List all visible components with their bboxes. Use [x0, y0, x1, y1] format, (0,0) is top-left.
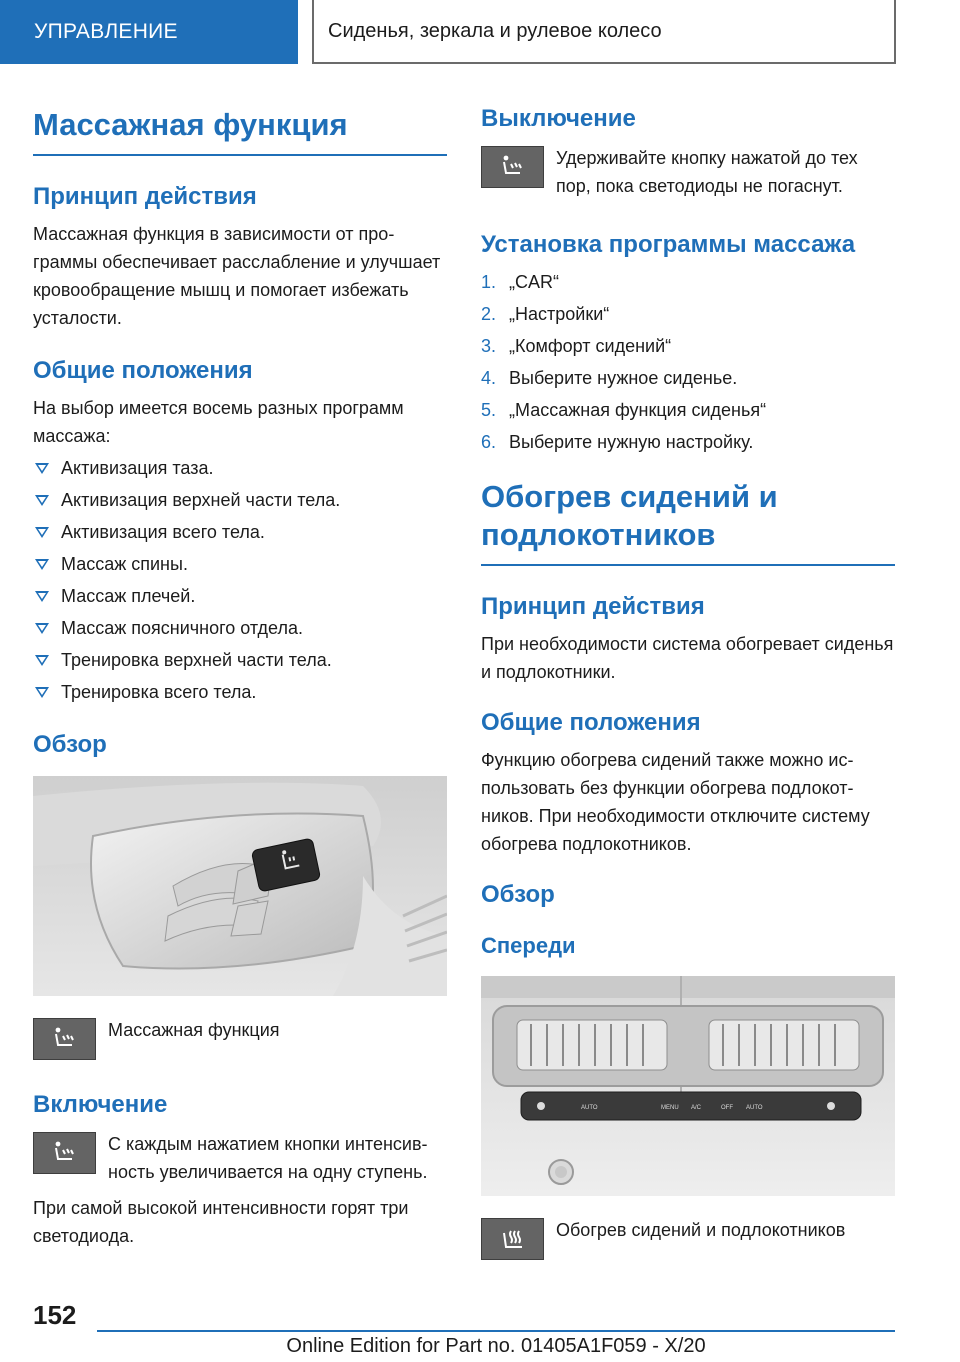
page-number: 152 — [33, 1300, 77, 1330]
right-column — [481, 96, 895, 1260]
panel-label: MENU — [661, 1105, 679, 1111]
general-text: На выбор имеется восемь разных программ массажа: — [33, 398, 404, 446]
title-rule — [33, 154, 447, 156]
seat-massage-icon — [33, 1018, 96, 1060]
list-item: Активизация всего тела. — [33, 518, 447, 546]
bullet-triangle-icon — [35, 687, 49, 698]
seat-massage-icon — [33, 1132, 96, 1174]
section-tab: УПРАВЛЕНИЕ — [0, 0, 298, 64]
list-item: 3. „Комфорт сидений“ — [481, 336, 672, 356]
heating-general-text: Функцию обогрева сидений также можно использовать без функции обогрева подлокотников. При необходимости отключите систему обогрева подлокотников. — [481, 750, 870, 854]
program-list — [33, 454, 447, 706]
on-text: С каждым нажатием кнопки интенсивность увеличивается на одну ступень. — [108, 1134, 428, 1182]
general-heading: Общие положения — [33, 357, 253, 384]
massage-title: Массажная функция — [33, 107, 348, 142]
panel-label: AUTO — [581, 1105, 598, 1111]
seat-massage-icon — [481, 146, 544, 188]
panel-label: OFF — [721, 1105, 733, 1111]
on-heading: Включение — [33, 1091, 168, 1118]
massage-caption-row — [33, 1016, 447, 1060]
list-item: 1. „CAR“ — [481, 272, 559, 292]
panel-label: A/C — [691, 1105, 702, 1111]
list-item: Активизация таза. — [33, 454, 447, 482]
front-heading: Спереди — [481, 933, 576, 958]
console-heating-photo — [481, 976, 895, 1196]
list-item: 6. Выберите нужную настройку. — [481, 432, 754, 452]
panel-label: AUTO — [746, 1105, 763, 1111]
left-column — [33, 96, 447, 1250]
principle-text: Массажная функция в зависимости от программы обеспечивает расслабление и улучшает кровообращение мышц и помогает избежать усталости. — [33, 224, 441, 328]
heating-title: Обогрев сидений и подлокотников — [481, 479, 778, 552]
title-rule — [481, 564, 895, 566]
list-item: Массаж поясничного отдела. — [33, 614, 447, 642]
program-steps — [481, 268, 895, 456]
list-item: 4. Выберите нужное сиденье. — [481, 368, 738, 388]
seat-heating-icon — [481, 1218, 544, 1260]
heating-overview-heading: Обзор — [481, 881, 555, 908]
list-item: 2. „Настройки“ — [481, 304, 610, 324]
list-item: 5. „Массажная функция сиденья“ — [481, 400, 767, 420]
bullet-triangle-icon — [35, 527, 49, 538]
bullet-triangle-icon — [35, 623, 49, 634]
principle-heading: Принцип действия — [33, 183, 257, 210]
off-icon-row — [481, 144, 895, 200]
bullet-triangle-icon — [35, 559, 49, 570]
heating-principle-text: При необходимости система обогревает сиденья и подлокотники. — [481, 634, 894, 682]
heating-caption-row — [481, 1216, 895, 1260]
on-icon-row — [33, 1130, 447, 1186]
chapter-title: Сиденья, зеркала и рулевое колесо — [312, 0, 896, 64]
heating-general-heading: Общие положения — [481, 709, 701, 736]
bullet-triangle-icon — [35, 655, 49, 666]
overview-heading: Обзор — [33, 731, 107, 758]
heating-caption: Обогрев сидений и подлокотников — [556, 1220, 846, 1240]
off-heading: Выключение — [481, 105, 636, 132]
massage-caption: Массажная функция — [108, 1020, 280, 1040]
heating-principle-heading: Принцип действия — [481, 593, 705, 620]
edition-note: Online Edition for Part no. 01405A1F059 - X/20 — [286, 1335, 706, 1357]
off-text: Удерживайте кнопку нажатой до тех пор, пока светодиоды не погаснут. — [556, 148, 858, 196]
bullet-triangle-icon — [35, 591, 49, 602]
door-massage-button-photo — [33, 776, 447, 996]
list-item: Массаж плечей. — [33, 582, 447, 610]
bullet-triangle-icon — [35, 463, 49, 474]
list-item: Тренировка верхней части тела. — [33, 646, 447, 674]
list-item: Массаж спины. — [33, 550, 447, 578]
list-item: Активизация верхней части тела. — [33, 486, 447, 514]
list-item: Тренировка всего тела. — [33, 678, 447, 706]
program-heading: Установка программы массажа — [481, 231, 856, 258]
bullet-triangle-icon — [35, 495, 49, 506]
on-note: При самой высокой интенсивности горят три светодиода. — [33, 1198, 409, 1246]
